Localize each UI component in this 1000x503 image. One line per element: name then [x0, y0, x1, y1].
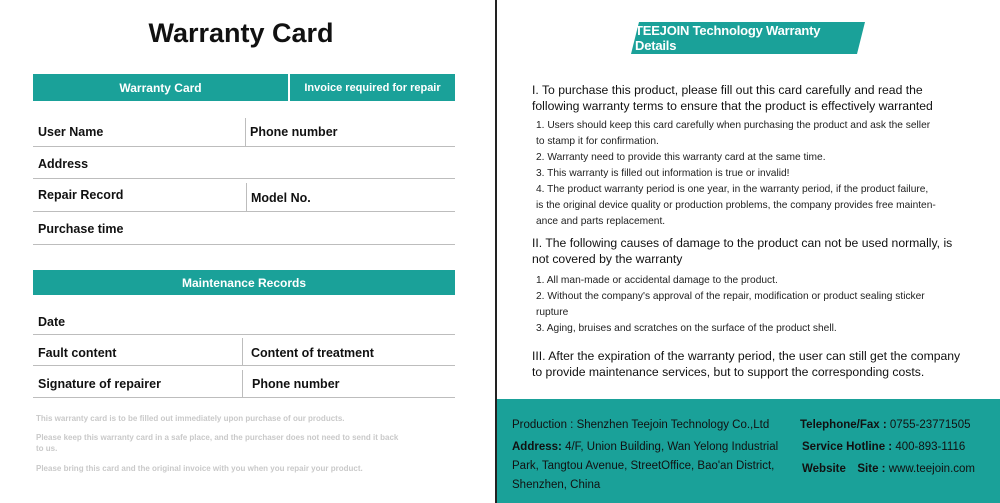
section1-item: to stamp it for confirmation.	[536, 136, 659, 147]
hotline-label: Service Hotline :	[802, 441, 893, 453]
maintenance-records-header: Maintenance Records	[33, 270, 455, 295]
invoice-required-header: Invoice required for repair	[290, 74, 455, 101]
warranty-card-front	[0, 0, 496, 503]
row-line	[33, 365, 455, 366]
section1-item: 2. Warranty need to provide this warranty card at the same time.	[536, 152, 826, 163]
section3-line2: to provide maintenance services, but to support the corresponding costs.	[532, 365, 925, 379]
section2-item: 2. Without the company's approval of the repair, modification or product sealing sticker	[536, 291, 925, 302]
section1-item: ance and parts replacement.	[536, 216, 666, 227]
production-label: Production :	[512, 419, 574, 431]
section1-heading-line1: I. To purchase this product, please fill out this card carefully and read the	[532, 83, 923, 97]
row-line	[33, 244, 455, 245]
section1-item: 1. Users should keep this card carefully when purchasing the product and ask the seller	[536, 120, 931, 131]
website-label: Website Site :	[802, 463, 886, 475]
section1-item: is the original device quality or production problems, the company provides free mainten-	[536, 200, 936, 211]
user-name-label: User Name	[38, 125, 104, 139]
content-of-treatment-label: Content of treatment	[251, 346, 374, 360]
hotline-info	[802, 441, 965, 453]
repair-record-label: Repair Record	[38, 188, 124, 202]
section1-item: 4. The product warranty period is one year, in the warranty period, if the product failure,	[536, 184, 929, 195]
card-title: Warranty Card	[148, 18, 334, 48]
fault-content-label: Fault content	[38, 346, 117, 360]
address-line1: 4/F, Union Building, Wan Yelong Industrial	[565, 441, 779, 453]
row-line	[33, 397, 455, 398]
note-fill-out: This warranty card is to be filled out immediately upon purchase of our products.	[36, 414, 345, 423]
section2-item: 3. Aging, bruises and scratches on the surface of the product shell.	[536, 323, 837, 334]
address-label: Address:	[512, 441, 562, 453]
signature-of-repairer-label: Signature of repairer	[38, 377, 161, 391]
telephone-value: 0755-23771505	[889, 419, 971, 431]
contact-footer	[497, 399, 1000, 503]
production-info	[512, 419, 769, 431]
address-info	[512, 441, 778, 453]
note-bring-invoice: Please bring this card and the original invoice with you when you repair your product.	[36, 464, 363, 473]
model-no-label: Model No.	[251, 191, 311, 205]
section1-heading-line2: following warranty terms to ensure that the product is effectively warranted	[532, 99, 933, 113]
divider	[242, 370, 243, 397]
section2-heading-line2: not covered by the warranty	[532, 252, 683, 266]
website-value[interactable]: www.teejoin.com	[888, 463, 975, 475]
row-line	[33, 211, 455, 212]
row-line	[33, 334, 455, 335]
section2-heading-line1: II. The following causes of damage to the product can not be used normally, is	[532, 236, 953, 250]
warranty-card-header: Warranty Card	[33, 74, 288, 101]
hotline-value: 400-893-1116	[895, 441, 966, 453]
row-line	[33, 178, 455, 179]
date-label: Date	[38, 315, 66, 329]
address-label: Address	[38, 157, 89, 171]
repairer-phone-number-label: Phone number	[252, 377, 340, 391]
warranty-details	[497, 0, 1000, 503]
telephone-label: Telephone/Fax :	[800, 419, 887, 431]
purchase-time-label: Purchase time	[38, 222, 124, 236]
divider	[245, 118, 246, 146]
row-line	[33, 146, 455, 147]
address-line3: Shenzhen, China	[512, 479, 601, 491]
section3-line1: III. After the expiration of the warranty period, the user can still get the company	[532, 349, 961, 363]
section1-item: 3. This warranty is filled out information is true or invalid!	[536, 168, 790, 179]
warranty-details-banner: TEEJOIN Technology Warranty Details	[635, 23, 821, 53]
production-value: Shenzhen Teejoin Technology Co.,Ltd	[576, 419, 770, 431]
phone-number-label: Phone number	[250, 125, 338, 139]
telephone-info	[800, 419, 971, 431]
section2-item: 1. All man-made or accidental damage to the product.	[536, 275, 778, 286]
website-info	[802, 460, 975, 476]
address-line2: Park, Tangtou Avenue, StreetOffice, Bao'an District,	[512, 460, 775, 472]
section2-item: rupture	[536, 307, 569, 318]
note-keep-card: Please keep this warranty card in a safe place, and the purchaser does not need to send it back to us.	[36, 433, 399, 453]
divider	[242, 338, 243, 365]
divider	[246, 183, 247, 211]
